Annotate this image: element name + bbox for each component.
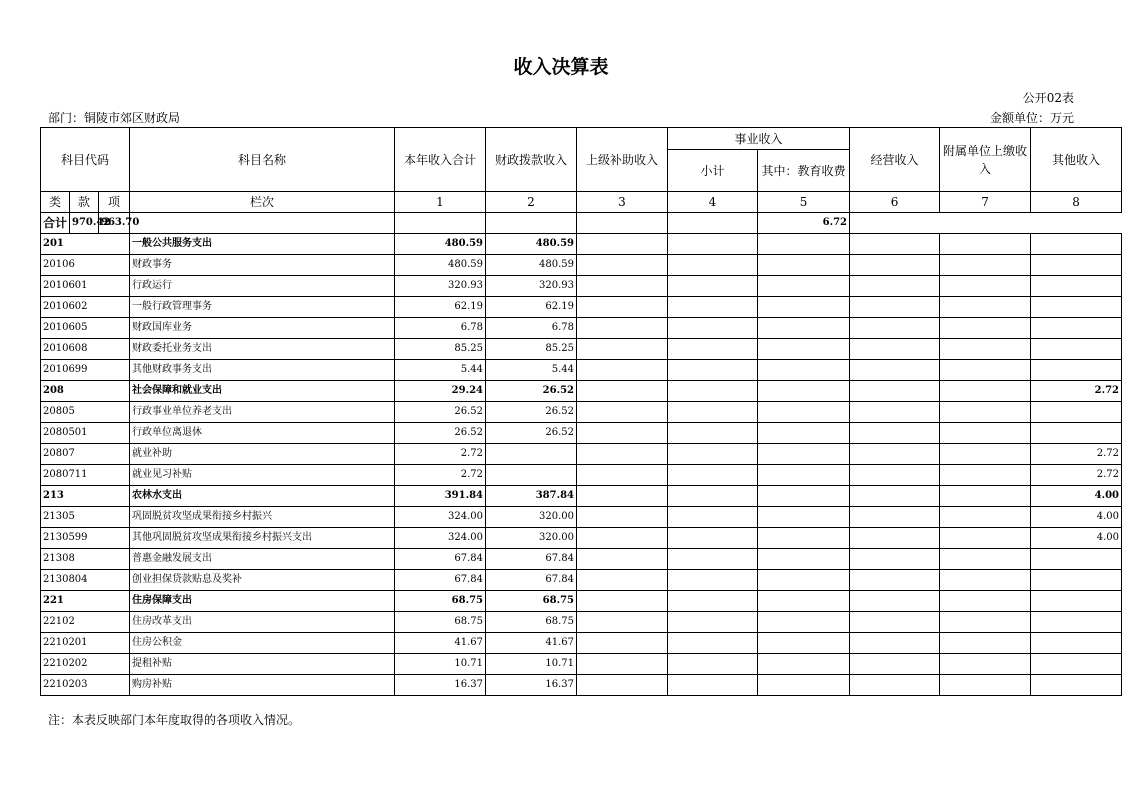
table-row <box>41 507 1122 528</box>
amount-cell <box>850 423 940 444</box>
header-column-no: 栏次 <box>130 192 395 213</box>
total-row <box>41 213 1122 234</box>
amount-cell <box>758 612 850 633</box>
subject-code: 2210203 <box>41 675 130 696</box>
amount-cell <box>758 486 850 507</box>
header-subject-code: 科目代码 <box>41 128 130 192</box>
amount-cell: 26.52 <box>486 381 577 402</box>
amount-cell <box>940 612 1031 633</box>
amount-cell <box>1031 654 1122 675</box>
amount-cell <box>668 318 758 339</box>
amount-cell <box>940 633 1031 654</box>
subject-name: 财政委托业务支出 <box>130 339 395 360</box>
amount-cell <box>486 465 577 486</box>
header-affiliated-income: 附属单位上缴收入 <box>940 128 1031 192</box>
subject-code: 2130599 <box>41 528 130 549</box>
amount-unit-label: 金额单位：万元 <box>989 111 1074 125</box>
subject-name: 其他巩固脱贫攻坚成果衔接乡村振兴支出 <box>130 528 395 549</box>
amount-cell: 26.52 <box>395 402 486 423</box>
amount-cell: 6.78 <box>395 318 486 339</box>
amount-cell <box>577 360 668 381</box>
form-number: 公开02表 <box>1022 91 1074 105</box>
amount-cell <box>577 633 668 654</box>
subject-code: 20807 <box>41 444 130 465</box>
amount-cell: 67.84 <box>395 570 486 591</box>
amount-cell <box>758 360 850 381</box>
subject-code: 20805 <box>41 402 130 423</box>
subject-code: 20106 <box>41 255 130 276</box>
amount-cell: 4.00 <box>1031 528 1122 549</box>
subject-code: 22102 <box>41 612 130 633</box>
table-row <box>41 549 1122 570</box>
subject-code: 2010699 <box>41 360 130 381</box>
amount-cell <box>850 255 940 276</box>
amount-cell <box>850 360 940 381</box>
table-row <box>41 633 1122 654</box>
table-row <box>41 255 1122 276</box>
header-other-income: 其他收入 <box>1031 128 1122 192</box>
amount-cell: 41.67 <box>486 633 577 654</box>
amount-cell: 2.72 <box>395 444 486 465</box>
amount-cell <box>940 507 1031 528</box>
amount-cell <box>940 444 1031 465</box>
subject-name: 其他财政事务支出 <box>130 360 395 381</box>
amount-cell <box>577 528 668 549</box>
amount-cell <box>668 465 758 486</box>
amount-cell <box>850 318 940 339</box>
amount-cell: 16.37 <box>395 675 486 696</box>
amount-cell <box>577 465 668 486</box>
amount-cell: 26.52 <box>395 423 486 444</box>
subject-name: 行政运行 <box>130 276 395 297</box>
amount-cell <box>758 549 850 570</box>
amount-cell <box>577 591 668 612</box>
amount-cell: 391.84 <box>395 486 486 507</box>
amount-cell <box>668 486 758 507</box>
amount-cell <box>668 612 758 633</box>
amount-cell <box>668 633 758 654</box>
table-row <box>41 402 1122 423</box>
amount-cell <box>577 255 668 276</box>
amount-cell <box>758 234 850 255</box>
amount-cell: 85.25 <box>395 339 486 360</box>
amount-cell <box>577 570 668 591</box>
subject-name: 一般行政管理事务 <box>130 297 395 318</box>
amount-cell: 4.00 <box>1031 486 1122 507</box>
amount-cell <box>940 339 1031 360</box>
amount-cell <box>1031 633 1122 654</box>
amount-cell <box>850 486 940 507</box>
amount-cell <box>850 339 940 360</box>
amount-cell <box>577 297 668 318</box>
amount-cell: 2.72 <box>1031 444 1122 465</box>
subject-name: 住房改革支出 <box>130 612 395 633</box>
amount-cell <box>668 276 758 297</box>
amount-cell: 16.37 <box>486 675 577 696</box>
subject-name: 普惠金融发展支出 <box>130 549 395 570</box>
col-number: 8 <box>1031 192 1122 213</box>
amount-cell <box>577 318 668 339</box>
amount-cell <box>850 549 940 570</box>
header-lei: 类 <box>41 192 70 213</box>
income-final-accounts-table <box>40 127 1122 696</box>
amount-cell <box>577 381 668 402</box>
amount-cell <box>850 633 940 654</box>
amount-cell <box>940 591 1031 612</box>
subject-code: 2130804 <box>41 570 130 591</box>
amount-cell <box>758 528 850 549</box>
amount-cell <box>940 423 1031 444</box>
subject-name: 住房公积金 <box>130 633 395 654</box>
table-row <box>41 381 1122 402</box>
amount-cell <box>1031 318 1122 339</box>
amount-cell <box>668 444 758 465</box>
amount-cell <box>668 297 758 318</box>
amount-cell: 67.84 <box>395 549 486 570</box>
subject-code: 2010601 <box>41 276 130 297</box>
table-row <box>41 654 1122 675</box>
amount-cell <box>940 255 1031 276</box>
amount-cell <box>577 549 668 570</box>
amount-cell: 67.84 <box>486 549 577 570</box>
amount-cell <box>668 654 758 675</box>
col-number: 2 <box>486 192 577 213</box>
amount-cell: 5.44 <box>395 360 486 381</box>
amount-cell <box>577 423 668 444</box>
subject-name: 一般公共服务支出 <box>130 234 395 255</box>
amount-cell: 68.75 <box>486 612 577 633</box>
amount-cell: 387.84 <box>486 486 577 507</box>
amount-cell <box>577 402 668 423</box>
amount-cell <box>850 276 940 297</box>
amount-cell <box>940 486 1031 507</box>
amount-cell: 62.19 <box>486 297 577 318</box>
amount-cell <box>850 402 940 423</box>
amount-cell <box>1031 234 1122 255</box>
amount-cell <box>668 339 758 360</box>
amount-cell: 320.93 <box>486 276 577 297</box>
amount-cell <box>758 654 850 675</box>
amount-cell <box>940 570 1031 591</box>
subject-code: 21305 <box>41 507 130 528</box>
amount-cell <box>486 444 577 465</box>
total-value <box>130 213 395 234</box>
amount-cell <box>1031 675 1122 696</box>
amount-cell <box>758 633 850 654</box>
subject-name: 创业担保贷款贴息及奖补 <box>130 570 395 591</box>
amount-cell <box>668 549 758 570</box>
amount-cell <box>940 297 1031 318</box>
table-row <box>41 612 1122 633</box>
col-number: 6 <box>850 192 940 213</box>
amount-cell <box>850 465 940 486</box>
table-row <box>41 675 1122 696</box>
subject-code: 213 <box>41 486 130 507</box>
amount-cell: 4.00 <box>1031 507 1122 528</box>
table-row <box>41 570 1122 591</box>
amount-cell <box>758 444 850 465</box>
subject-code: 221 <box>41 591 130 612</box>
subject-name: 农林水支出 <box>130 486 395 507</box>
amount-cell <box>850 234 940 255</box>
header-business-income: 事业收入 <box>668 128 850 150</box>
amount-cell <box>758 507 850 528</box>
subject-name: 社会保障和就业支出 <box>130 381 395 402</box>
amount-cell <box>758 591 850 612</box>
amount-cell <box>758 675 850 696</box>
subject-name: 就业补助 <box>130 444 395 465</box>
amount-cell <box>850 507 940 528</box>
amount-cell: 29.24 <box>395 381 486 402</box>
amount-cell: 26.52 <box>486 402 577 423</box>
amount-cell <box>850 654 940 675</box>
amount-cell <box>577 339 668 360</box>
amount-cell: 6.78 <box>486 318 577 339</box>
amount-cell <box>1031 612 1122 633</box>
table-row <box>41 339 1122 360</box>
header-subject-name: 科目名称 <box>130 128 395 192</box>
table-row <box>41 528 1122 549</box>
amount-cell <box>850 528 940 549</box>
header-fiscal-appropriation: 财政拨款收入 <box>486 128 577 192</box>
amount-cell <box>577 234 668 255</box>
amount-cell <box>577 444 668 465</box>
subject-code: 21308 <box>41 549 130 570</box>
amount-cell: 320.00 <box>486 507 577 528</box>
amount-cell: 41.67 <box>395 633 486 654</box>
amount-cell <box>758 297 850 318</box>
subject-name: 财政事务 <box>130 255 395 276</box>
subject-code: 2010602 <box>41 297 130 318</box>
table-row <box>41 465 1122 486</box>
amount-cell <box>668 381 758 402</box>
table-row <box>41 297 1122 318</box>
amount-cell <box>668 570 758 591</box>
table-row <box>41 486 1122 507</box>
amount-cell <box>1031 339 1122 360</box>
amount-cell <box>668 234 758 255</box>
amount-cell: 85.25 <box>486 339 577 360</box>
table-row <box>41 234 1122 255</box>
subject-name: 就业见习补贴 <box>130 465 395 486</box>
total-value <box>486 213 577 234</box>
header-total-income: 本年收入合计 <box>395 128 486 192</box>
total-value: 6.72 <box>758 213 850 234</box>
col-number: 1 <box>395 192 486 213</box>
amount-cell <box>850 612 940 633</box>
amount-cell: 5.44 <box>486 360 577 381</box>
amount-cell: 480.59 <box>395 255 486 276</box>
amount-cell <box>577 486 668 507</box>
col-number: 7 <box>940 192 1031 213</box>
amount-cell <box>1031 276 1122 297</box>
amount-cell: 480.59 <box>395 234 486 255</box>
subject-code: 2080711 <box>41 465 130 486</box>
header-operating-income: 经营收入 <box>850 128 940 192</box>
subject-name: 购房补贴 <box>130 675 395 696</box>
header-subtotal: 小计 <box>668 150 758 192</box>
footnote: 注：本表反映部门本年度取得的各项收入情况。 <box>48 713 301 727</box>
amount-cell <box>668 507 758 528</box>
amount-cell: 10.71 <box>486 654 577 675</box>
amount-cell: 320.00 <box>486 528 577 549</box>
total-label: 合计 <box>41 213 70 234</box>
total-value <box>577 213 668 234</box>
subject-code: 2080501 <box>41 423 130 444</box>
amount-cell <box>758 423 850 444</box>
amount-cell <box>758 570 850 591</box>
amount-cell <box>758 381 850 402</box>
amount-cell <box>577 507 668 528</box>
header-kuan: 款 <box>70 192 99 213</box>
amount-cell: 26.52 <box>486 423 577 444</box>
subject-name: 提租补贴 <box>130 654 395 675</box>
amount-cell <box>668 675 758 696</box>
amount-cell <box>940 360 1031 381</box>
amount-cell: 2.72 <box>395 465 486 486</box>
amount-cell: 10.71 <box>395 654 486 675</box>
subject-code: 2210202 <box>41 654 130 675</box>
amount-cell <box>940 465 1031 486</box>
subject-code: 201 <box>41 234 130 255</box>
subject-code: 2010605 <box>41 318 130 339</box>
amount-cell <box>668 423 758 444</box>
table-row <box>41 276 1122 297</box>
amount-cell: 62.19 <box>395 297 486 318</box>
table-row <box>41 318 1122 339</box>
amount-cell <box>850 591 940 612</box>
amount-cell <box>668 591 758 612</box>
subject-name: 财政国库业务 <box>130 318 395 339</box>
amount-cell <box>577 654 668 675</box>
amount-cell <box>758 276 850 297</box>
amount-cell: 2.72 <box>1031 381 1122 402</box>
amount-cell <box>1031 402 1122 423</box>
amount-cell <box>668 528 758 549</box>
amount-cell <box>940 549 1031 570</box>
subject-code: 2210201 <box>41 633 130 654</box>
amount-cell: 320.93 <box>395 276 486 297</box>
department-label: 部门：铜陵市郊区财政局 <box>48 111 181 125</box>
subject-name: 巩固脱贫攻坚成果衔接乡村振兴 <box>130 507 395 528</box>
amount-cell <box>577 612 668 633</box>
amount-cell <box>1031 255 1122 276</box>
amount-cell <box>850 570 940 591</box>
amount-cell: 68.75 <box>486 591 577 612</box>
amount-cell <box>940 318 1031 339</box>
amount-cell <box>758 402 850 423</box>
col-number: 3 <box>577 192 668 213</box>
subject-name: 行政事业单位养老支出 <box>130 402 395 423</box>
amount-cell <box>668 402 758 423</box>
col-number: 4 <box>668 192 758 213</box>
amount-cell: 480.59 <box>486 234 577 255</box>
amount-cell: 2.72 <box>1031 465 1122 486</box>
amount-cell: 324.00 <box>395 507 486 528</box>
amount-cell <box>1031 549 1122 570</box>
amount-cell <box>758 339 850 360</box>
amount-cell <box>850 675 940 696</box>
amount-cell: 480.59 <box>486 255 577 276</box>
amount-cell <box>1031 360 1122 381</box>
page-title: 收入决算表 <box>513 56 609 78</box>
amount-cell <box>940 276 1031 297</box>
amount-cell: 67.84 <box>486 570 577 591</box>
amount-cell <box>577 675 668 696</box>
amount-cell <box>668 360 758 381</box>
header-education-fees: 其中：教育收费 <box>758 150 850 192</box>
amount-cell <box>758 465 850 486</box>
amount-cell <box>940 234 1031 255</box>
subject-code: 208 <box>41 381 130 402</box>
amount-cell <box>850 381 940 402</box>
table-row <box>41 591 1122 612</box>
amount-cell: 68.75 <box>395 591 486 612</box>
amount-cell <box>940 528 1031 549</box>
amount-cell <box>850 297 940 318</box>
col-number: 5 <box>758 192 850 213</box>
amount-cell <box>940 675 1031 696</box>
amount-cell <box>668 255 758 276</box>
amount-cell <box>1031 297 1122 318</box>
amount-cell <box>758 255 850 276</box>
total-value: 970.42 <box>70 213 99 234</box>
amount-cell <box>940 654 1031 675</box>
amount-cell <box>1031 570 1122 591</box>
table-row <box>41 360 1122 381</box>
header-xiang: 项 <box>99 192 130 213</box>
amount-cell <box>940 381 1031 402</box>
amount-cell <box>577 276 668 297</box>
table-row <box>41 423 1122 444</box>
total-value <box>668 213 758 234</box>
total-value <box>395 213 486 234</box>
subject-code: 2010608 <box>41 339 130 360</box>
amount-cell <box>1031 423 1122 444</box>
amount-cell: 324.00 <box>395 528 486 549</box>
amount-cell <box>758 318 850 339</box>
amount-cell <box>850 444 940 465</box>
header-superior-subsidy: 上级补助收入 <box>577 128 668 192</box>
amount-cell <box>940 402 1031 423</box>
subject-name: 行政单位离退休 <box>130 423 395 444</box>
subject-name: 住房保障支出 <box>130 591 395 612</box>
amount-cell: 68.75 <box>395 612 486 633</box>
amount-cell <box>1031 591 1122 612</box>
total-value: 963.70 <box>99 213 130 234</box>
table-row <box>41 444 1122 465</box>
